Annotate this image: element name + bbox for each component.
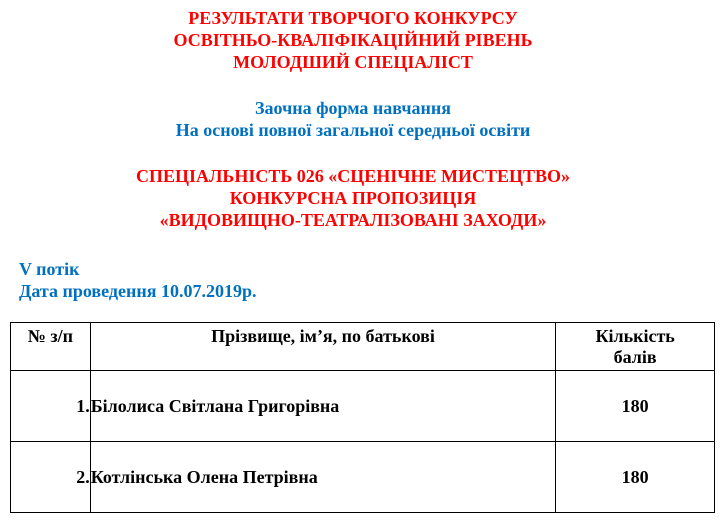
specialty-heading xyxy=(0,165,706,231)
title-line: ОСВІТНЬО-КВАЛІФІКАЦІЙНИЙ РІВЕНЬ xyxy=(173,30,533,50)
header-number: № з/п xyxy=(11,323,91,371)
row-name: Білолиса Світлана Григорівна xyxy=(90,371,556,442)
stream-label: V потік xyxy=(19,259,80,279)
study-form-line: Заочна форма навчання xyxy=(255,98,451,118)
specialty-line: «ВИДОВИЩНО-ТЕАТРАЛІЗОВАНІ ЗАХОДИ» xyxy=(159,210,547,230)
study-form-heading xyxy=(0,97,706,141)
title-line: РЕЗУЛЬТАТИ ТВОРЧОГО КОНКУРСУ xyxy=(188,8,518,28)
header-score xyxy=(556,323,715,371)
results-table xyxy=(10,322,715,513)
header-score-line2: балів xyxy=(613,347,657,367)
header-score-line1: Кількість xyxy=(595,326,675,346)
results-title xyxy=(0,7,706,73)
header-name: Прізвище, ім’я, по батькові xyxy=(90,323,556,371)
title-line: МОЛОДШИЙ СПЕЦІАЛІСТ xyxy=(233,52,473,72)
table-header-row xyxy=(11,323,715,371)
row-number: 2. xyxy=(11,442,91,513)
stream-info xyxy=(19,258,256,302)
row-score: 180 xyxy=(556,371,715,442)
table-row xyxy=(11,442,715,513)
table-row xyxy=(11,371,715,442)
education-basis-line: На основі повної загальної середньої освіти xyxy=(175,120,531,140)
row-number: 1. xyxy=(11,371,91,442)
specialty-line: СПЕЦІАЛЬНІСТЬ 026 «СЦЕНІЧНЕ МИСТЕЦТВО» xyxy=(136,166,570,186)
exam-date: Дата проведення 10.07.2019р. xyxy=(19,281,257,301)
specialty-line: КОНКУРСНА ПРОПОЗИЦІЯ xyxy=(229,188,477,208)
row-score: 180 xyxy=(556,442,715,513)
row-name: Котлінська Олена Петрівна xyxy=(90,442,556,513)
